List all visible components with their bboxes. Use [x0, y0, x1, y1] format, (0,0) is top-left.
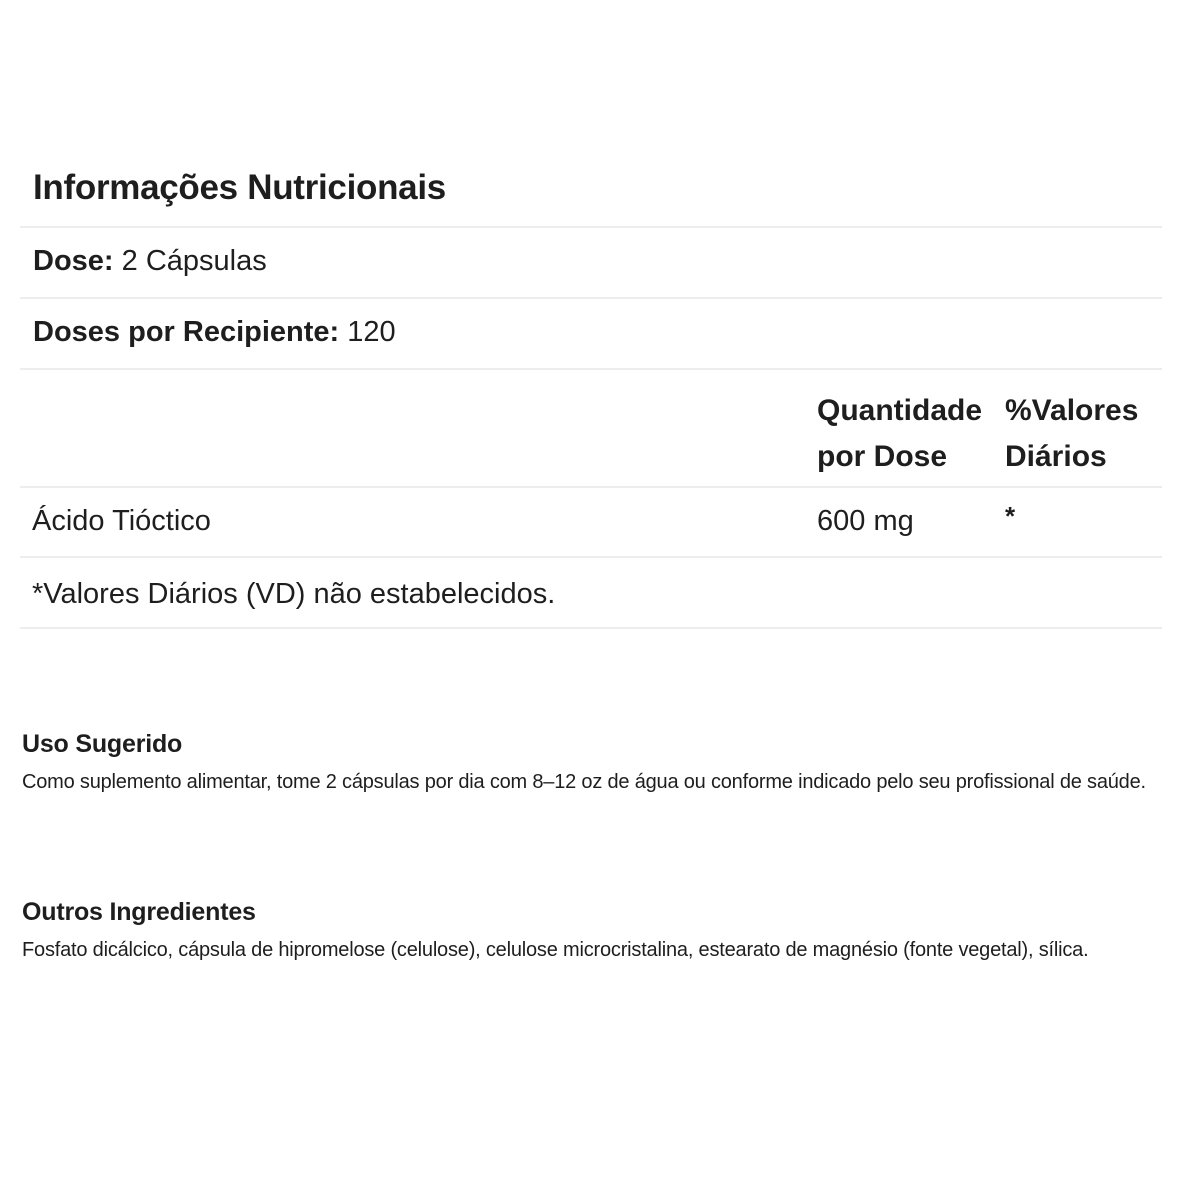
nutrient-name: Ácido Tióctico: [32, 505, 211, 537]
footnote-row: [20, 558, 1162, 629]
nutrient-amount: 600 mg: [817, 505, 914, 537]
nutrient-row: [20, 488, 1162, 558]
serving-size: [33, 245, 267, 278]
amount-per-serving-header: Quantidade por Dose: [817, 394, 983, 473]
supplement-facts-table: [20, 150, 1162, 629]
servings-per-container-label: Doses por Recipiente:: [33, 316, 340, 348]
other-ingredients-section: [22, 898, 1192, 967]
facts-title-row: [20, 150, 1162, 228]
servings-per-container-value: 120: [347, 316, 396, 348]
daily-value-header: %Valores Diários: [1005, 394, 1139, 473]
servings-per-container: [33, 316, 396, 349]
suggested-use-heading: Uso Sugerido: [22, 730, 183, 758]
suggested-use-text: Como suplemento alimentar, tome 2 cápsulas por dia com 8–12 oz de água ou conforme indicado pelo seu profissional de saúde.: [22, 771, 1146, 793]
serving-size-label: Dose:: [33, 245, 114, 277]
column-header-row: [20, 370, 1162, 488]
facts-title: Informações Nutricionais: [33, 168, 446, 207]
nutrient-daily-value: *: [1005, 501, 1016, 531]
other-ingredients-text: Fosfato dicálcico, cápsula de hipromelose (celulose), celulose microcristalina, estearato de magnésio (fonte vegetal), sílica.: [22, 939, 1089, 961]
suggested-use-section: [22, 730, 1192, 799]
serving-size-value: 2 Cápsulas: [121, 245, 267, 277]
servings-per-container-row: [20, 299, 1162, 370]
other-ingredients-heading: Outros Ingredientes: [22, 898, 256, 926]
daily-value-footnote: *Valores Diários (VD) não estabelecidos.: [32, 578, 556, 610]
serving-size-row: [20, 228, 1162, 299]
